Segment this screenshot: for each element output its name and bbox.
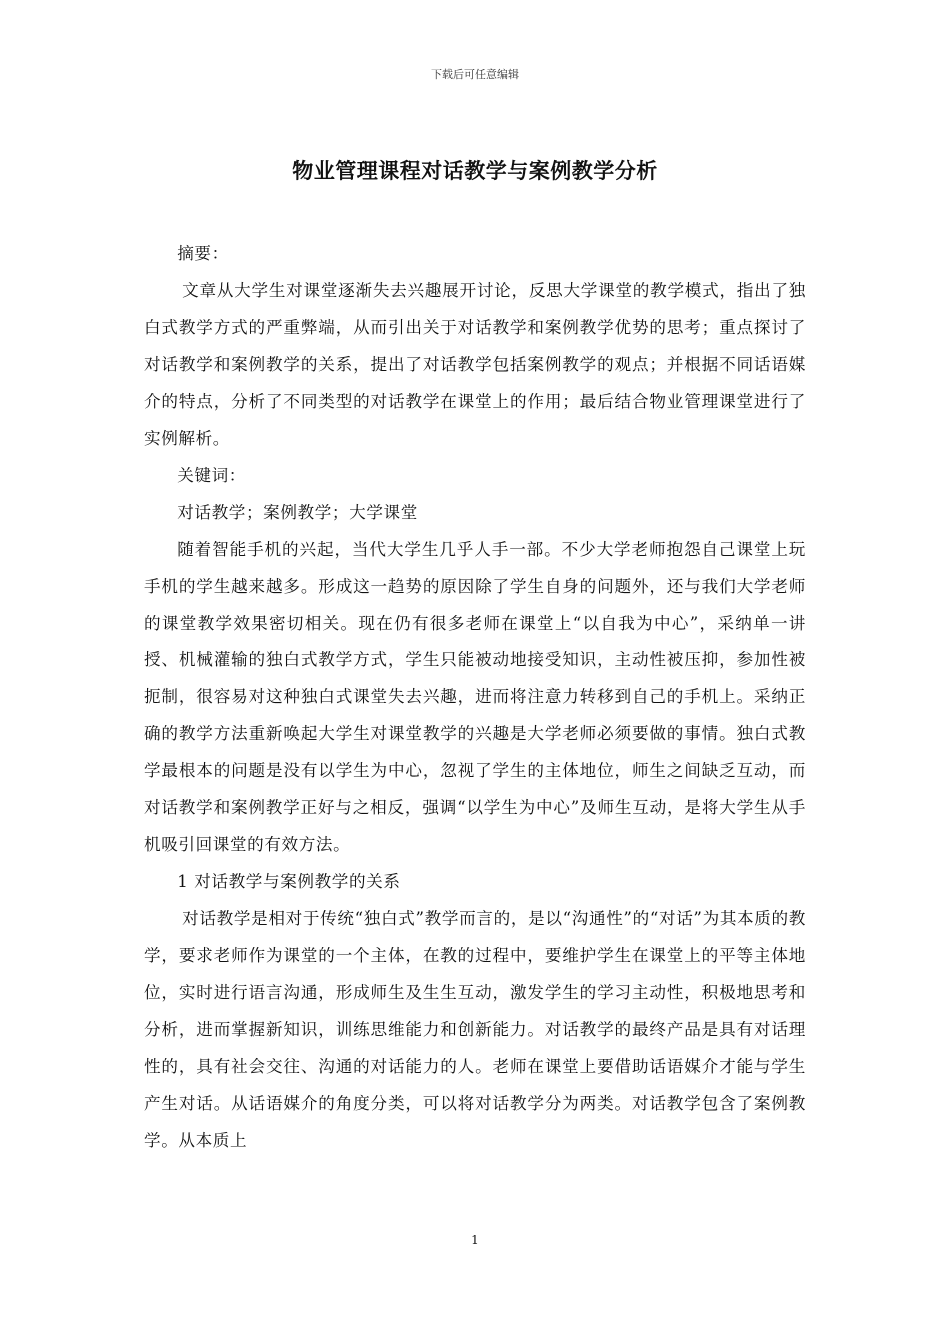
section-heading: 1 对话教学与案例教学的关系 xyxy=(177,872,401,892)
section-paragraph: 对话教学是相对于传统“独白式”教学而言的，是以“沟通性”的“对话”为其本质的教学，要求老师作为课堂的一个主体，在教的过程中，要维护学生在课堂上的平等主体地位，实时进行语言沟通，形成师生及生生互动，激发学生的学习主动性，积极地思考和分析，进而掌握新知识，训练思维能力和创新能力。对话教学的最终产品是具有对话理性的，具有社会交往、沟通的对话能力的人。老师在课堂上要借助话语媒介才能与学生产生对话。从话语媒介的角度分类，可以将对话教学分为两类。对话教学包含了案例教学。从本质上 xyxy=(144,909,806,1150)
abstract-paragraph: 文章从大学生对课堂逐渐失去兴趣展开讨论，反思大学课堂的教学模式，指出了独白式教学方式的严重弊端，从而引出关于对话教学和案例教学优势的思考；重点探讨了对话教学和案例教学的关系，提出了对话教学包括案例教学的观点；并根据不同话语媒介的特点，分析了不同类型的对话教学在课堂上的作用；最后结合物业管理课堂进行了实例解析。 xyxy=(144,280,806,448)
intro-paragraph: 随着智能手机的兴起，当代大学生几乎人手一部。不少大学老师抱怨自己课堂上玩手机的学生越来越多。形成这一趋势的原因除了学生自身的问题外，还与我们大学老师的课堂教学效果密切相关。现在仍有很多老师在课堂上“以自我为中心”，采纳单一讲授、机械灌输的独白式教学方式，学生只能被动地接受知识，主动性被压抑，参加性被扼制，很容易对这种独白式课堂失去兴趣，进而将注意力转移到自己的手机上。采纳正确的教学方法重新唤起大学生对课堂教学的兴趣是大学老师必须要做的事情。独白式教学最根本的问题是没有以学生为中心，忽视了学生的主体地位，师生之间缺乏互动，而对话教学和案例教学正好与之相反，强调“以学生为中心”及师生互动，是将大学生从手机吸引回课堂的有效方法。 xyxy=(144,539,806,855)
page-header-note: 下载后可任意编辑 xyxy=(431,68,519,81)
document-body xyxy=(144,236,806,1160)
document-title: 物业管理课程对话教学与案例教学分析 xyxy=(292,158,658,183)
keywords-list: 对话教学；案例教学；大学课堂 xyxy=(177,502,418,522)
keywords-label: 关键词： xyxy=(177,465,246,485)
abstract-label: 摘要： xyxy=(177,244,229,263)
page-number: 1 xyxy=(471,1233,479,1247)
